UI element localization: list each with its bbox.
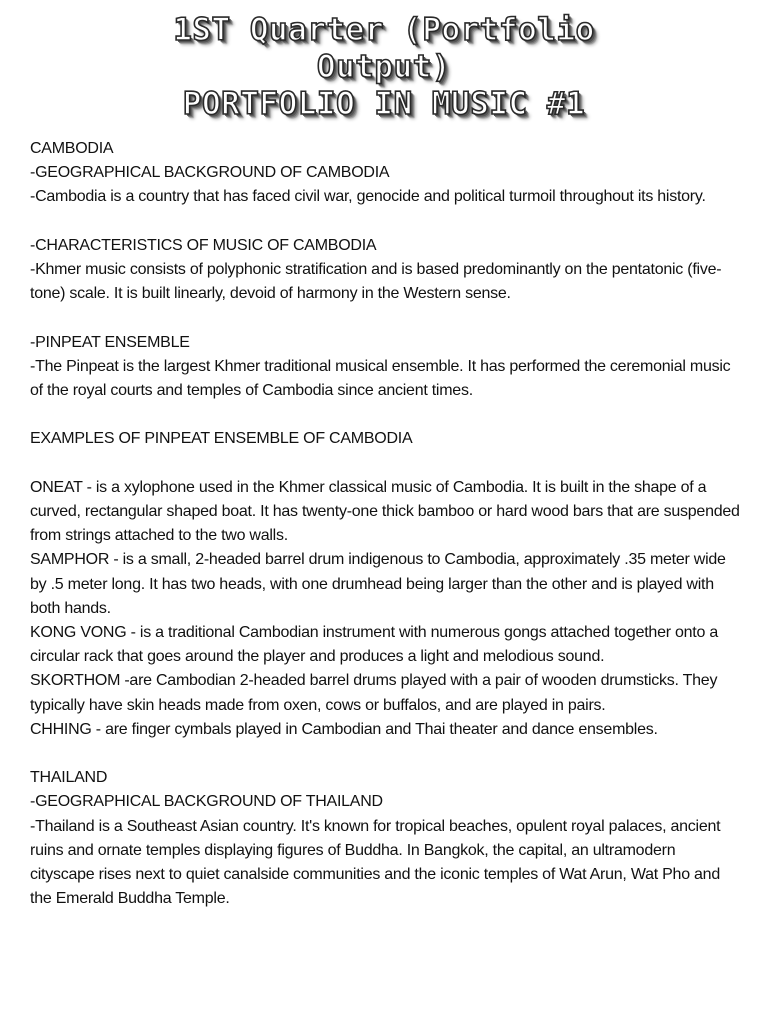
spacer: [30, 742, 742, 766]
instrument-samphor: SAMPHOR - is a small, 2-headed barrel drum indigenous to Cambodia, approximately .35 meter wide by .5 meter long. It has two heads, with one drumhead being larger than the other and is played with both hands.: [30, 551, 726, 617]
cambodia-music-characteristics-heading: -CHARACTERISTICS OF MUSIC OF CAMBODIA: [30, 236, 377, 254]
instrument-chhing: CHHING - are finger cymbals played in Cambodian and Thai theater and dance ensembles.: [30, 720, 658, 738]
cambodia-geo-heading: -GEOGRAPHICAL BACKGROUND OF CAMBODIA: [30, 164, 390, 182]
spacer: [30, 452, 742, 476]
spacer: [30, 210, 742, 234]
pinpeat-examples-heading: EXAMPLES OF PINPEAT ENSEMBLE OF CAMBODIA: [30, 430, 413, 448]
spacer: [30, 403, 742, 427]
title-line-3: PORTFOLIO IN MUSIC #1: [182, 86, 586, 122]
thailand-geo-text: -Thailand is a Southeast Asian country. It's known for tropical beaches, opulent royal palaces, ancient ruins and ornate temples displaying figures of Buddha. In Bangkok, the capital, an ultramodern cityscape rises next to quiet canalside communities and the iconic temples of Wat Arun, Wat Pho and the Emerald Buddha Temple.: [30, 817, 721, 908]
spacer: [30, 306, 742, 330]
cambodia-geo-text: -Cambodia is a country that has faced civil war, genocide and political turmoil throughout its history.: [30, 188, 706, 206]
document-body: [30, 137, 742, 911]
document-title: [0, 12, 768, 123]
cambodia-music-characteristics-text: -Khmer music consists of polyphonic stratification and is based predominantly on the pentatonic (five-tone) scale. It is built linearly, devoid of harmony in the Western sense.: [30, 261, 722, 303]
pinpeat-heading: -PINPEAT ENSEMBLE: [30, 333, 190, 351]
thailand-geo-heading: -GEOGRAPHICAL BACKGROUND OF THAILAND: [30, 793, 383, 811]
instrument-oneat: ONEAT - is a xylophone used in the Khmer classical music of Cambodia. It is built in the shape of a curved, rectangular shaped boat. It has twenty-one thick bamboo or hard wood bars that are suspended from strings attached to the two walls.: [30, 478, 740, 545]
instrument-kong-vong: KONG VONG - is a traditional Cambodian instrument with numerous gongs attached together onto a circular rack that goes around the player and produces a light and melodious sound.: [30, 624, 718, 666]
instrument-skorthom: SKORTHOM -are Cambodian 2-headed barrel drums played with a pair of wooden drumsticks. They typically have skin heads made from oxen, cows or buffalos, and are played in pairs.: [30, 672, 718, 714]
title-line-2: Output): [316, 49, 452, 85]
cambodia-heading: CAMBODIA: [30, 140, 114, 157]
pinpeat-text: -The Pinpeat is the largest Khmer traditional musical ensemble. It has performed the ceremonial music of the royal courts and temples of Cambodia since ancient times.: [30, 357, 731, 399]
title-line-1: 1ST Quarter (Portfolio: [173, 12, 595, 48]
thailand-heading: THAILAND: [30, 769, 108, 787]
